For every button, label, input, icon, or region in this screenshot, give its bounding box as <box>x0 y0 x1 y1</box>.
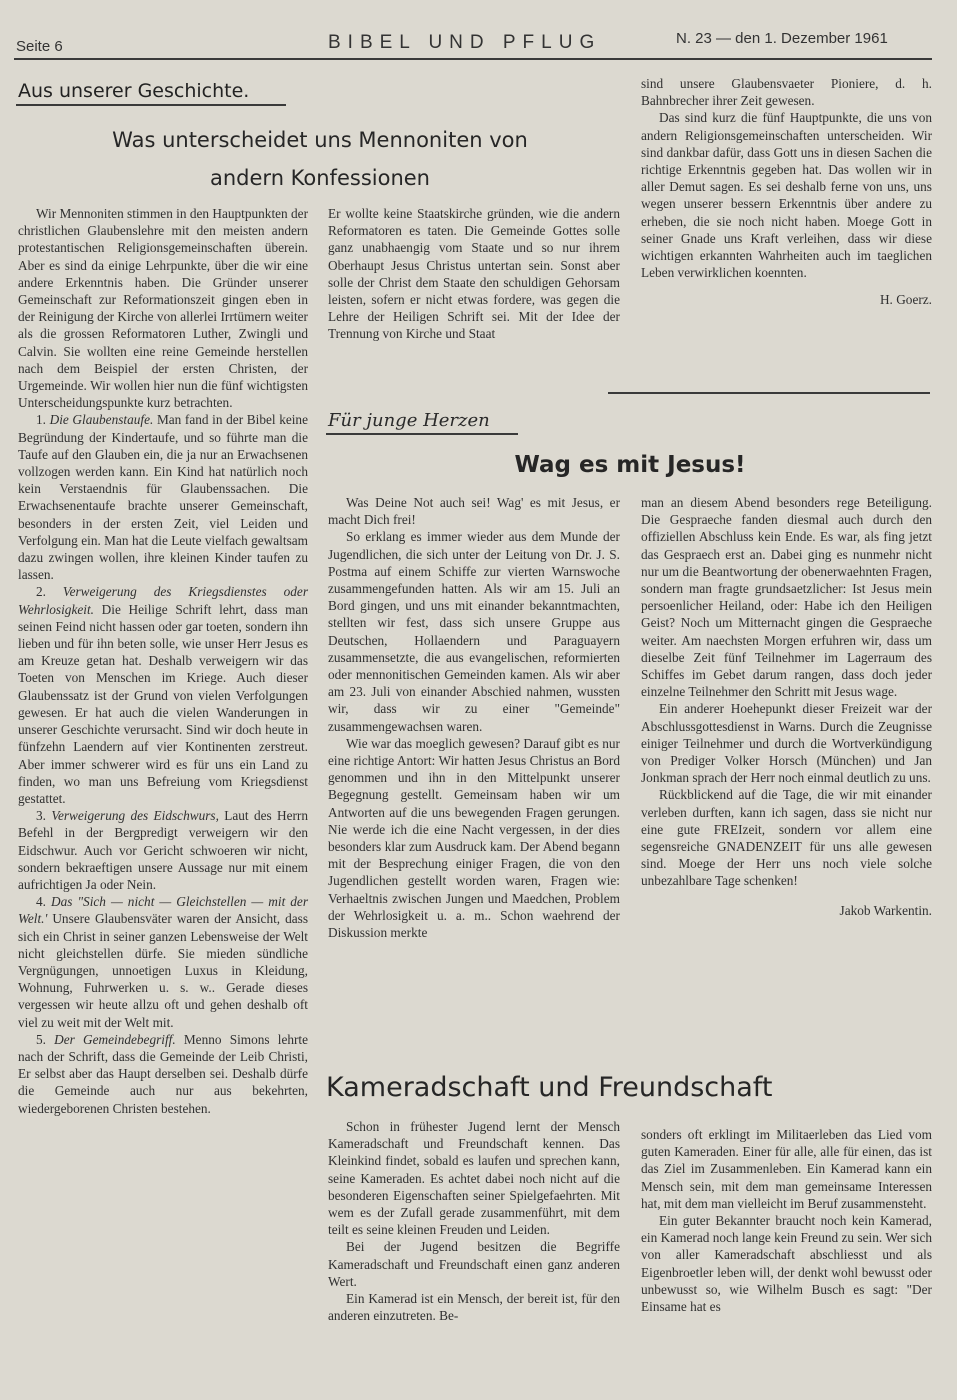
issue-date: N. 23 — den 1. Dezember 1961 <box>676 30 888 47</box>
section-heading-youth: Für junge Herzen <box>328 410 490 431</box>
article-title-line1: Was unterscheidet uns Mennoniten von <box>112 128 528 152</box>
body-paragraph: So erklang es immer wieder aus dem Munde der Jugendlichen, die sich unter der Leitung von Dr. J. S. Postma auf einem Schiffe zur vierten Warnswoche zusammengefunden hatten. Als wir am 15. Juli an Bord gingen, und uns mit einander bekanntmachten, stellten wir fest, dass sich unsere Gruppe aus Deutschen, Hollaendern und Paraguayern zusammensetzte, die aus evangelischen, reformierten oder mennonitischen Gemeinden kamen. Als wir aber am 23. Juli von einander Abschied nahmen, wussten wir, dass wir zu einer "Gemeinde" zusammengewachsen waren. <box>328 529 620 734</box>
body-paragraph: man an diesem Abend besonders rege Beteiligung. Die Gespraeche fanden diesmal auch durch den offiziellen Abschluss kein Ende. Es war, als fing jetzt das Gespraech erst an. Dabei ging es nunmehr nicht nur um die Beantwortung der obenerwaehnten Fragen, sondern man fragte grundsaetzlicher: Ist Jesus mein persoenlicher Heiland, oder: Habe ich den Heiligen Geist? Noch um Mitternacht gingen die Gespraeche weiter. Am naechsten Morgen erfuhren wir, dass um dieselbe Zeit fünf Teilnehmer im Lagerraum des Schiffes im Gebet darum rangen, dass doch jeder einzelne Teilnehmer den Schritt mit Jesus wage. <box>641 495 932 700</box>
body-paragraph: Bei der Jugend besitzen die Begriffe Kameradschaft und Freundschaft einen ganz anderen Wert. <box>328 1239 620 1289</box>
youth-column-left <box>328 494 620 941</box>
body-paragraph: Das sind kurz die fünf Hauptpunkte, die uns von andern Religionsgemeinschaften unterscheiden. Wir sind dankbar dafür, dass Gott uns in diesen Sachen die richtige Erkenntnis gegeben hat. Das wollen wir in aller Demut sagen. Es sei deshalb ferne von uns, uns wegen unserer bessern Erkenntnis über andere zu erheben, die sie noch nicht haben. Moege Gott in seiner Gnade uns Kraft verleihen, dass wir diese wichtigen erkannten Wahrheiten auch im taeglichen Leben verwirklichen koennten. <box>641 110 932 281</box>
point-paragraph: 3. Verweigerung des Eidschwurs, Laut des Herrn Befehl in der Bergpredigt verweigern wir den Eidschwur. Auch vor Gericht schwoeren wir nicht, sondern bekraeftigen unsere Aussage nur mit einem aufrichtigen Ja oder Nein. <box>18 808 308 892</box>
point-title: Verweigerung des Eidschwurs, <box>51 808 219 824</box>
article-column-2 <box>328 205 620 343</box>
section-divider <box>608 392 930 394</box>
author-signature: Jakob Warkentin. <box>839 902 932 918</box>
body-paragraph: Ein anderer Hoehepunkt dieser Freizeit war der Abschlussgottesdienst in Warns. Durch die Zeugnisse einiger Teilnehmer und durch die Wortverkündigung von Prediger Volker Horsch (München) und Jan Jonkman sprach der Herr noch einmal deutlich zu uns. <box>641 701 932 786</box>
body-paragraph: Schon in frühester Jugend lernt der Mensch Kameradschaft und Freundschaft kennen. Das Kleinkind findet, sobald es laufen und sprechen kann, seine Kameraden. Es achtet dabei noch nicht auf die besonderen Eigenschaften seiner Spielgefaehrten. Mit wem es der Zufall gerade zusammenführt, mit dem teilt es seine kleinen Freuden und Leiden. <box>328 1119 620 1238</box>
body-paragraph: Wie war das moeglich gewesen? Darauf gibt es nur eine richtige Antort: Wir hatten Jesus Christus an Bord genommen und ihn in den Mittelpunkt unserer Begegnung gestellt. Gemeinsam haben wir um Antworten auf die uns bewegenden Fragen gerungen. Nie werde ich die eine Nacht vergessen, in der dies besonders klar zum Ausdruck kam. Der Abend begann mit der Besprechung einiger Fragen, die von den Jugendlichen gestellt worden waren, Fragen wie: Verhaeltnis zwischen Jungen und Maedchen, Problem der Wehrlosigkeit u. a. m.. Schon waehrend der Diskussion merkte <box>328 735 620 941</box>
article-title-friendship: Kameradschaft und Freundschaft <box>326 1072 773 1103</box>
body-paragraph: Rückblickend auf die Tage, die wir mit einander verleben durften, kann ich sagen, dass sie nicht nur eine gute FREIzeit, sondern vor allem eine segensreiche GNADENZEIT für uns alle gewesen sind. Moege der Herr uns noch viele solche unbezahlbare Tage schenken! <box>641 787 932 889</box>
article-title-youth: Wag es mit Jesus! <box>514 452 746 478</box>
article-title-line2: andern Konfessionen <box>210 166 430 190</box>
point-title: Verweigerung des Kriegsdienstes oder Wehrlosigkeit. <box>18 584 308 617</box>
friendship-column-right <box>641 1126 932 1315</box>
point-title: Die Glaubenstaufe. <box>49 412 154 428</box>
author-signature: H. Goerz. <box>879 292 932 308</box>
masthead: BIBEL UND PFLUG <box>328 32 602 53</box>
body-paragraph: sonders oft erklingt im Militaerleben das Lied vom guten Kameraden. Einer für alle, alle für einen, das ist das Ziel im Zusammenleben. Ein Kamerad kann ein Mensch sein, mit dem man gemeinsame Interessen hat, mit dem man vielleicht im Beruf zusammensteht. <box>641 1127 932 1211</box>
body-paragraph: Ein Kamerad ist ein Mensch, der bereit ist, für den anderen einzutreten. Be- <box>328 1291 620 1324</box>
youth-column-right <box>641 494 932 919</box>
intro-paragraph: Wir Mennoniten stimmen in den Hauptpunkten der christlichen Glaubenslehre mit den meisten andern protestantischen Religionsgemeinschaften überein. Aber es sind da einige Lehrpunkte, über die wir eine andere Erkenntnis haben. Die Gründer unserer Gemeinschaft zur Reformationszeit gingen eben in der Reinigung der Kirche von allerlei Irrtümern weiter als die grossen Reformatoren Luther, Zwingli und Calvin. Sie wollten eine reine Gemeinde herstellen nach dem Beispiel der ersten Christen, der Urgemeinde. Wir wollen hier nun die fünf wichtigsten Unterscheidungspunkte kurz betrachten. <box>18 206 308 411</box>
page-number: Seite 6 <box>16 38 63 55</box>
body-paragraph: Was Deine Not auch sei! Wag' es mit Jesus, er macht Dich frei! <box>328 495 620 528</box>
section-heading-underline <box>16 104 286 106</box>
youth-heading-underline <box>326 433 518 435</box>
body-paragraph: Er wollte keine Staatskirche gründen, wie die andern Reformatoren es taten. Die Gemeinde Gottes solle ganz unabhaengig vom Staate und so nur ihrem Oberhaupt Jesus Christus untertan sein. Sonst aber solle der Christ dem Staate den schuldigen Gehorsam leisten, sofern er nicht etwas fordere, was gegen die Lehre der Heiligen Schrift sei. Mit der Idee der Trennung von Kirche und Staat <box>328 206 620 342</box>
point-paragraph: 4. Das "Sich — nicht — Gleichstellen — mit der Welt.' Unsere Glaubensväter waren der Ansicht, dass sich ein Christ in seiner ganzen Lebensweise der Welt nicht gleichstellen dürfe. Sie mieden sündliche Vergnügungen, unnoetigen Luxus in Kleidung, Wohnung, Fuhrwerken u. s. w.. Gerade dieses vergessen wir heute allzu oft und gehen deshalb oft viel zu weit mit der Welt mit. <box>18 894 309 1030</box>
header-rule <box>14 58 932 60</box>
body-paragraph: sind unsere Glaubensvaeter Pioniere, d. h. Bahnbrecher ihrer Zeit gewesen. <box>641 76 932 109</box>
body-paragraph: Ein guter Bekannter braucht noch kein Kamerad, ein Kamerad noch lange kein Freund zu sein. Wer sich von aller Kameradschaft abschliesst und als Eigenbroetler leben will, der denkt wohl bewusst oder unbewusst so, wie Wilhelm Busch es sagt: "Der Einsame hat es <box>641 1213 932 1315</box>
point-paragraph: 1. Die Glaubenstaufe. Man fand in der Bibel keine Begründung der Kindertaufe, und so führte man die Taufe auf den Glauben ein, die ja nur an Erwachsenen vollzogen werden kann. Ein Kind hat natürlich noch kein Verstaendnis für Glaubenssachen. Die Erwachsenentaufe brachte unserer Gemeinschaft, besonders in der ersten Zeit, viel Leiden und Verfolgung ein. Man hat die Leute vielfach gewaltsam dazu zwingen wollen, ihre kleinen Kinder taufen zu lassen. <box>18 412 308 583</box>
article-column-1 <box>18 205 308 1355</box>
point-paragraph: 2. Verweigerung des Kriegsdienstes oder Wehrlosigkeit. Die Heilige Schrift lehrt, dass man seinen Feind nicht hassen oder gar toeten, sondern ihn lieben und für ihn beten solle, wie unser Herr Jesus es am Kreuze getan hat. Deshalb verweigern wir das Toeten von Menschen im Kriege. Auch dieser Glaubenssatz ist der Grund von vielen Verfolgungen gewesen. Er hat auch die vielen Wanderungen in unserer Geschichte verursacht. Sind wir doch heute in fünfzehn Laendern auf vier Kontinenten zerstreut. Aber immer schwerer wird es für uns ein Land zu finden, wo man uns Befreiung vom Kriegsdienst gestattet. <box>18 584 308 806</box>
section-heading-history: Aus unserer Geschichte. <box>18 80 250 102</box>
article-column-3 <box>641 75 932 309</box>
point-title: Das "Sich — nicht — Gleichstellen — mit der Welt.' <box>18 894 309 927</box>
friendship-column-left <box>328 1118 620 1324</box>
point-paragraph: 5. Der Gemeindebegriff. Menno Simons lehrte nach der Schrift, dass die Gemeinde der Leib Christi, Er selbst aber das Haupt derselben sei. Deshalb dürfe die Gemeinde auch nur aus bekehrten, wiedergeborenen Christen bestehen. <box>18 1031 309 1116</box>
point-title: Der Gemeindebegriff. <box>54 1031 176 1047</box>
